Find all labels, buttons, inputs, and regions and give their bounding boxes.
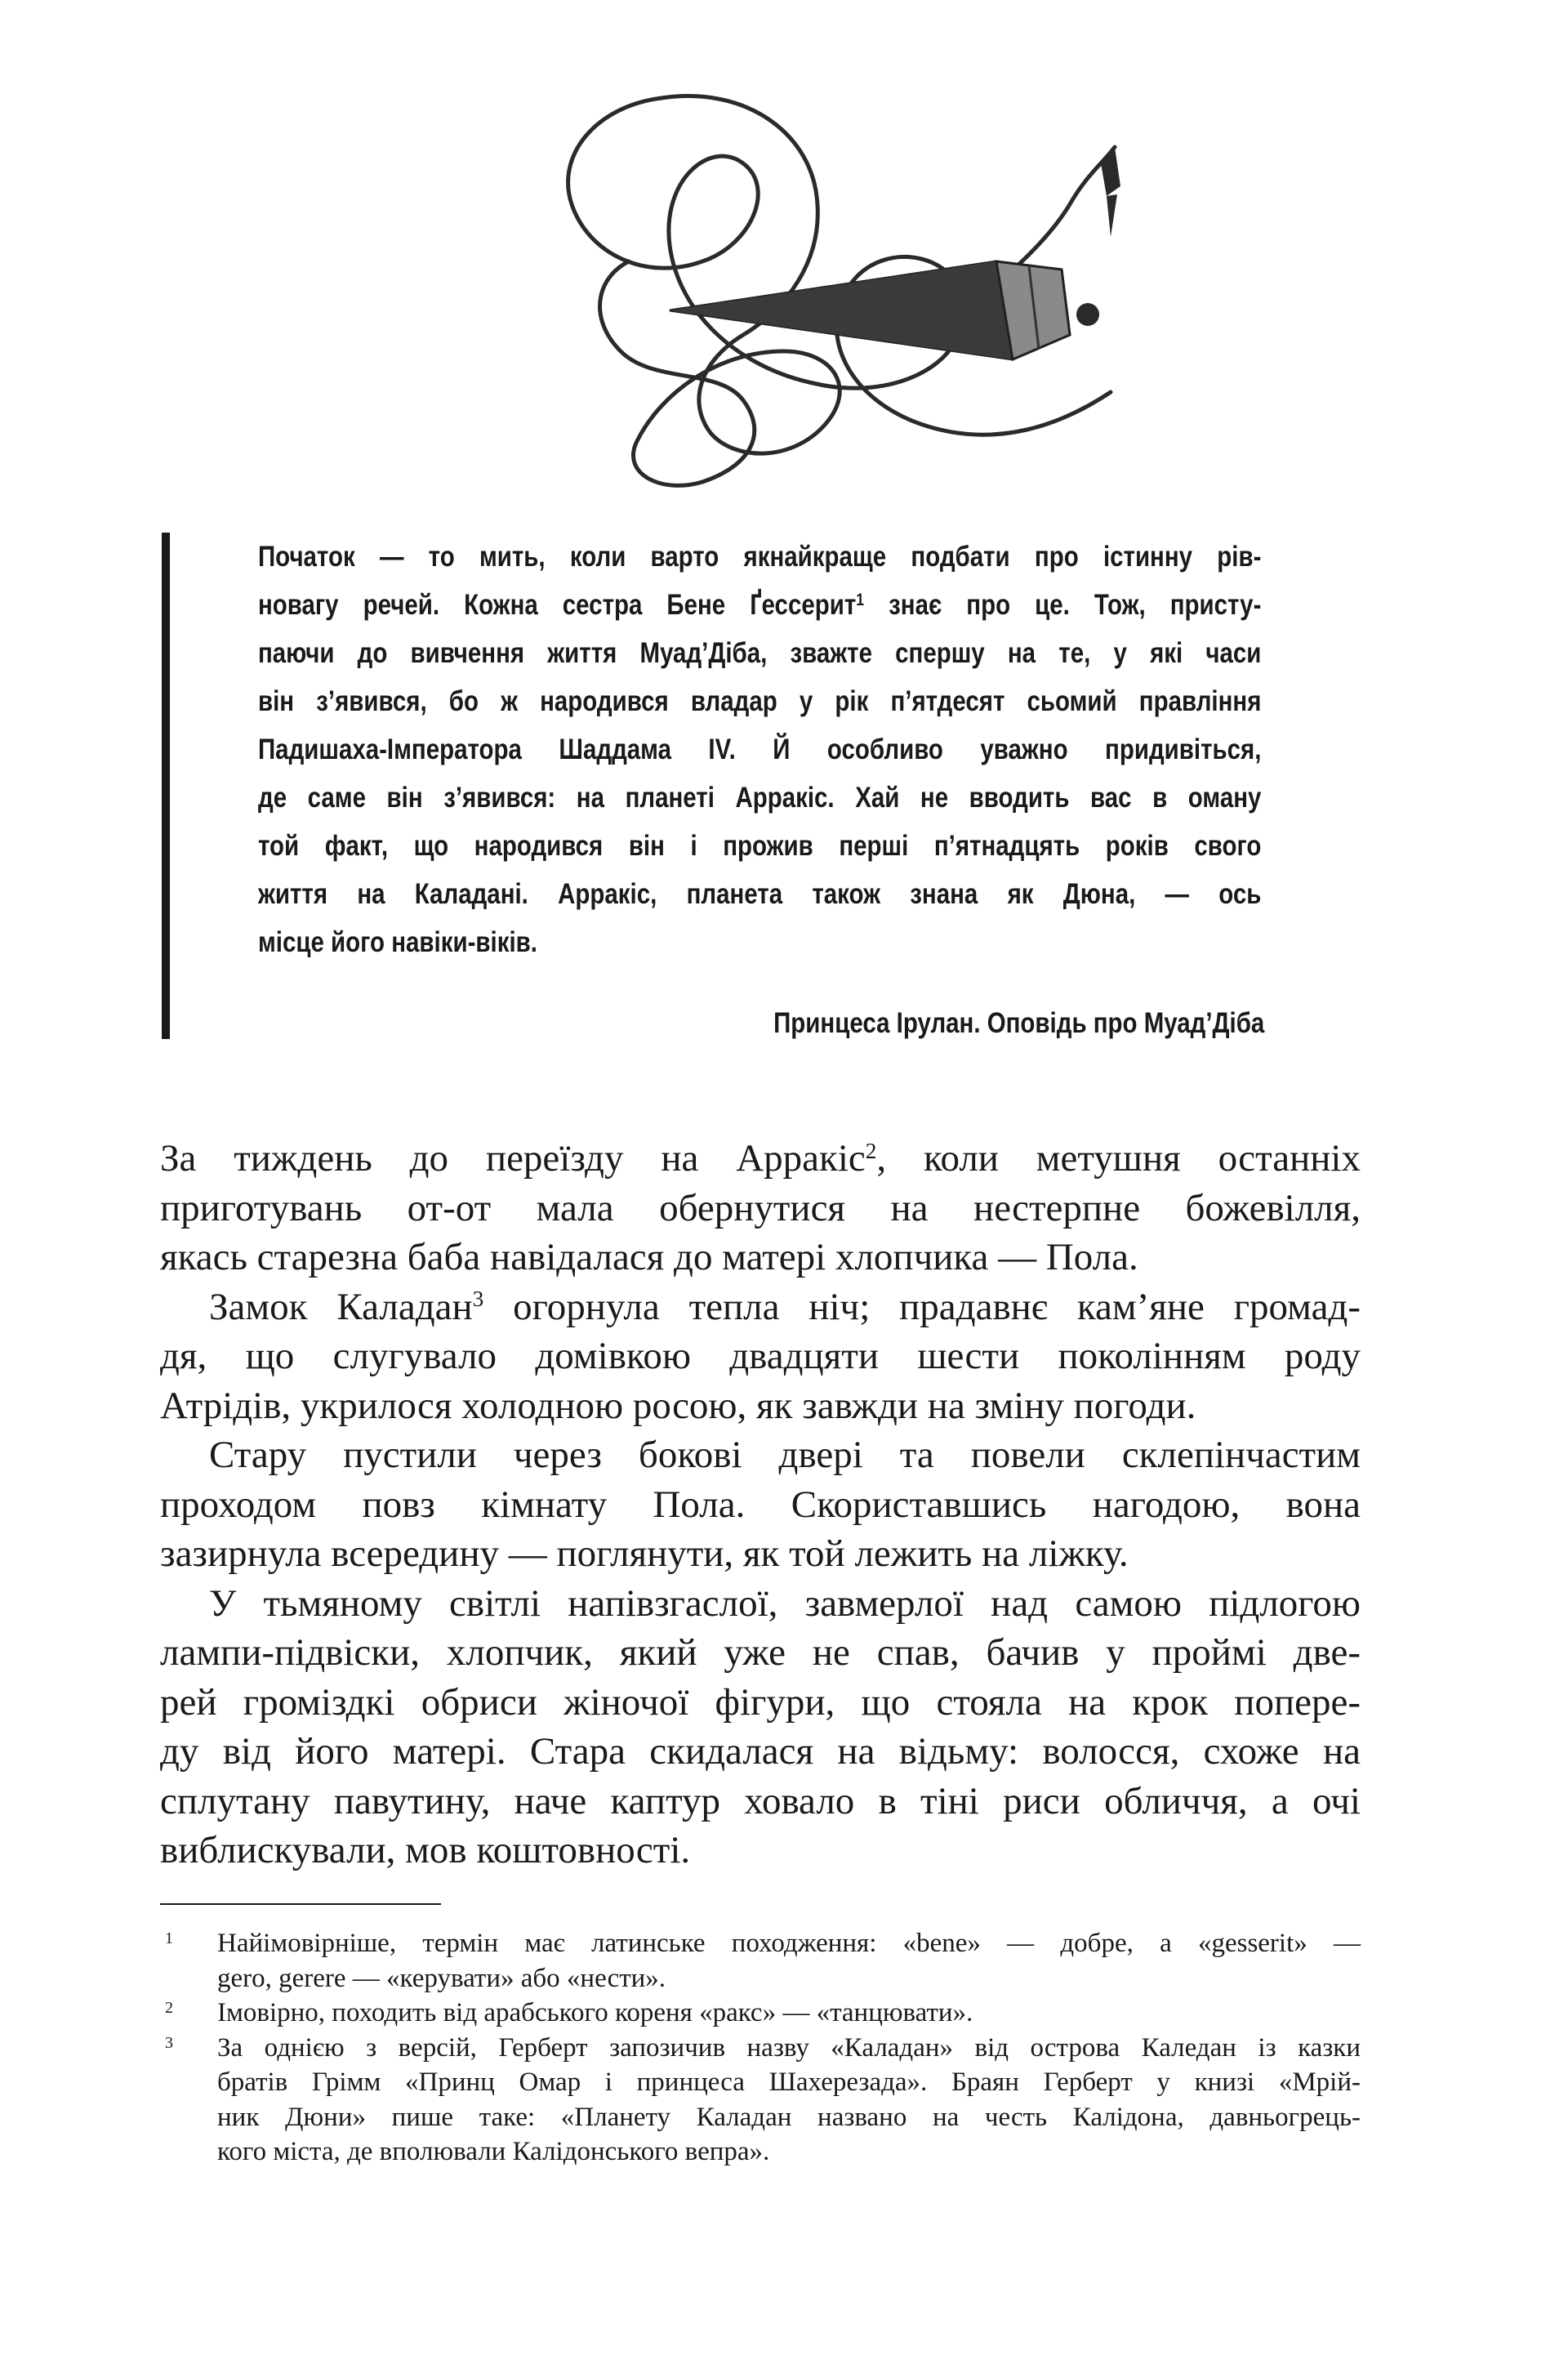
body-line: Атрідів, укрилося холодною росою, як завжди на зміну погоди.: [160, 1384, 1196, 1427]
body-line: лампи-підвіски, хлопчик, який уже не спав, бачив у проймі две-: [160, 1631, 1361, 1674]
epigraph-line: Падишаха-Імператора Шаддама IV. Й особливо уважно придивіться,: [258, 733, 1262, 765]
hunter-seeker-icon: [539, 41, 1127, 498]
epigraph-line: життя на Каладані. Арракіс, планета також знана як Дюна, — ось: [258, 877, 1262, 910]
epigraph-rule: [162, 533, 170, 1039]
body-line: рей громіздкі обриси жіночої фігури, що стояла на крок попере-: [160, 1680, 1361, 1724]
footnote-line: Імовірно, походить від арабського кореня «ракс» — «танцювати».: [217, 1998, 973, 2027]
footnote-line: За однією з версій, Герберт запозичив назву «Каладан» від острова Каледан із казки: [217, 2032, 1361, 2063]
epigraph-line: він з’явився, бо ж народився владар у рік п’ятдесят сьомий правління: [258, 685, 1262, 717]
body-line: зазирнула всередину — поглянути, як той лежить на ліжку.: [160, 1532, 1129, 1575]
epigraph-line: той факт, що народився він і прожив перші п’ятнадцять років свого: [258, 829, 1262, 862]
body-line: У тьмяному світлі напівзгаслої, завмерлої над самою підлогою: [209, 1581, 1361, 1625]
footnote-number: 2: [165, 1999, 173, 2017]
epigraph-line: новагу речей. Кожна сестра Бене Ґессерит$^1$ знає про це. Тож, присту-: [258, 588, 1262, 621]
epigraph-attribution: Принцеса Ірулан. Оповідь про Муад’Діба: [773, 1006, 1264, 1039]
body-line: За тиждень до переїзду на Арракіс$^2$, коли метушня останніх: [160, 1137, 1361, 1180]
body-line: Замок Каладан$^3$ огорнула тепла ніч; прадавнє кам’яне громад-: [209, 1285, 1361, 1328]
footnotes: [160, 1926, 1361, 2170]
footnote-mark[interactable]: 2: [865, 1138, 877, 1163]
footnote-line: кого міста, де вполювали Калідонського вепра».: [217, 2137, 770, 2166]
epigraph-line: місце його навіки-віків.: [258, 925, 537, 958]
footnote-line: братів Грімм «Принц Омар і принцеса Шахерезада». Браян Герберт у книзі «Мрій-: [217, 2067, 1361, 2097]
body-line: сплутану павутину, наче каптур ховало в тіні риси обличчя, а очі: [160, 1779, 1361, 1822]
body-line: проходом повз кімнату Пола. Скориставшись нагодою, вона: [160, 1483, 1361, 1526]
footnote-number: 1: [165, 1929, 173, 1947]
illustration: [539, 41, 1127, 498]
footnote-number: 3: [165, 2033, 173, 2052]
footnote-line: Найімовірніше, термін має латинське походження: «bene» — добре, а «gesserit» —: [217, 1929, 1361, 1958]
body-line: ду від його матері. Стара скидалася на відьму: волосся, схоже на: [160, 1730, 1361, 1773]
footnote-3: [160, 2031, 1361, 2170]
footnote-line: gero, gerere — «керувати» або «нести».: [217, 1963, 666, 1993]
epigraph-line: де саме він з’явився: на планеті Арракіс. Хай не вводить вас в оману: [258, 781, 1262, 814]
epigraph: [258, 533, 1262, 966]
footnote-1: [160, 1926, 1361, 1996]
epigraph-line: Початок — то мить, коли варто якнайкраще подбати про істинну рів-: [258, 540, 1262, 573]
body-line: Стару пустили через бокові двері та повели склепінчастим: [209, 1434, 1361, 1476]
footnote-line: ник Дюни» пише таке: «Планету Каладан названо на честь Калідона, давньогрець-: [217, 2102, 1361, 2132]
body-line: якась старезна баба навідалася до матері хлопчика — Пола.: [160, 1236, 1138, 1278]
body-line: дя, що слугувало домівкою двадцяти шести поколінням роду: [160, 1335, 1361, 1377]
body-line: приготувань от-от мала обернутися на нестерпне божевілля,: [160, 1186, 1361, 1229]
epigraph-line: паючи до вивчення життя Муад’Діба, зважте спершу на те, у які часи: [258, 636, 1262, 669]
footnote-2: [160, 1996, 1361, 2031]
body-line: виблискували, мов коштовності.: [160, 1829, 691, 1871]
body-text: [160, 1134, 1361, 1876]
footnote-mark[interactable]: 1: [856, 590, 865, 610]
footnote-mark[interactable]: 3: [472, 1287, 484, 1312]
footnote-rule: [160, 1903, 441, 1905]
